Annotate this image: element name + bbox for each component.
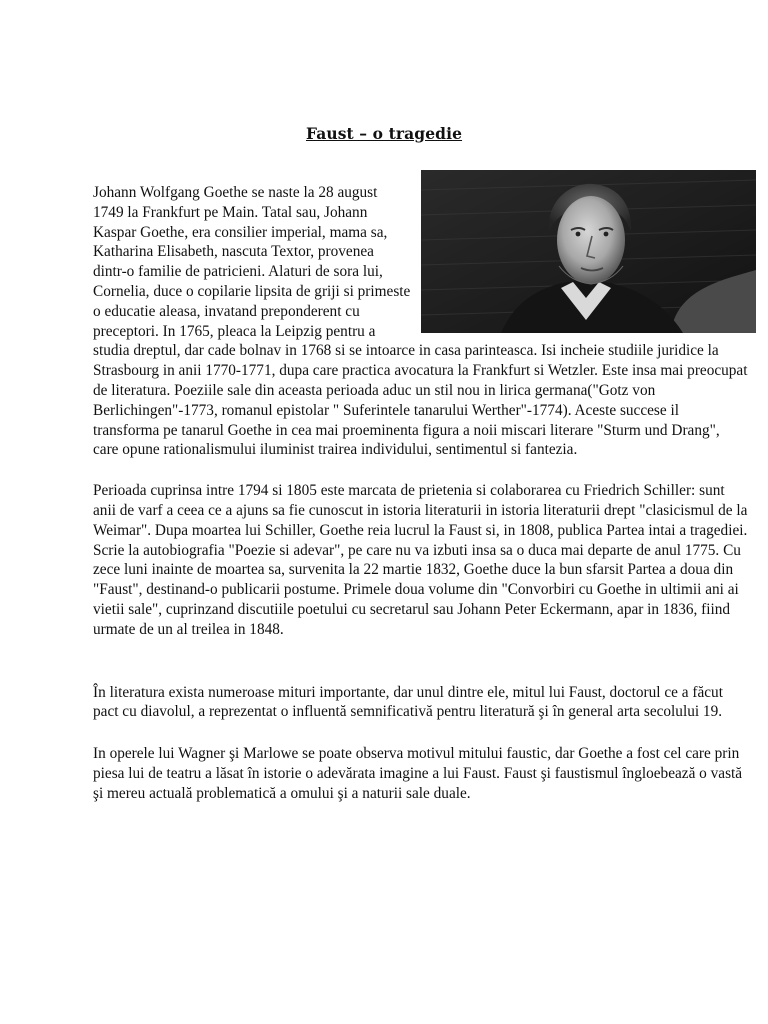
goethe-portrait-icon: [421, 170, 756, 333]
paragraph-schiller-period: Perioada cuprinsa intre 1794 si 1805 este marcata de prietenia si colaborarea cu Friedrich Schiller: sunt anii de varf a ceea ce a ajuns sa fie cunoscut in istoria literaturii in istoria literaturii drept "clasicismul de la Weimar". Dupa moartea lui Schiller, Goethe reia lucrul la Faust si, in 1808, publica Partea intai a tragediei. Scrie la autobiografia "Poezie si adevar", pe care nu va izbuti insa sa o duca mai departe de anul 1775. Cu zece luni inainte de moartea sa, survenita la 22 martie 1832, Goethe duce la bun sfarsit Partea a doua din "Faust", destinand-o publicarii postume. Primele doua volume din "Convorbiri cu Goethe in ultimii ani ai vietii sale", cuprinzand discutiile poetului cu secretarul sau Johann Peter Eckermann, apar in 1836, fiind urmate de un al treilea in 1848.: [93, 482, 748, 638]
document-body: [93, 183, 748, 826]
paragraph-faust-works: In operele lui Wagner şi Marlowe se poate observa motivul mitului faustic, dar Goethe a fost cel care prin piesa lui de teatru a lăsat în istorie o adevărata imagine a lui Faust. Faust şi faustismul îngloebează o vastă şi mereu actuală problematică a omului şi a naturii sale duale.: [93, 745, 743, 802]
paragraph-biography: Johann Wolfgang Goethe se naste la 28 august 1749 la Frankfurt pe Main. Tatal sau, Johann Kaspar Goethe, era consilier imperial, mama sa, Katharina Elisabeth, nascuta Textor, provenea dintr-o familie de patricieni. Alaturi de sora lui, Cornelia, duce o copilarie lipsita de griji si primeste o educatie aleasa, invatand preponderent cu preceptori. In 1765, pleaca la Leipzig pentru a studia dreptul, dar cade bolnav in 1768 si se intoarce in casa parinteasca. Isi incheie studiile juridice la Strasbourg in anii 1770-1771, dupa care practica avocatura la Frankfurt si Wetzler. Este insa mai preocupat de literatura. Poeziile sale din aceasta perioada aduc un stil nou in lirica germana("Gotz von Berlichingen"-1773, romanul epistolar " Suferintele tanarului Werther"-1774). Aceste succese il transforma pe tanarul Goethe in cea mai proeminenta figura a noii miscari literare "Sturm und Drang", care opune rationalismului iluminist trairea individului, sentimentul si fantezia.: [93, 184, 748, 459]
page-title: Faust – o tragedie: [305, 124, 463, 143]
paragraph-faust-myth: În literatura exista numeroase mituri importante, dar unul dintre ele, mitul lui Faust, doctorul ce a făcut pact cu diavolul, a reprezentat o influentă semnificativă pentru literatură şi în general arta secolului 19.: [93, 683, 723, 721]
